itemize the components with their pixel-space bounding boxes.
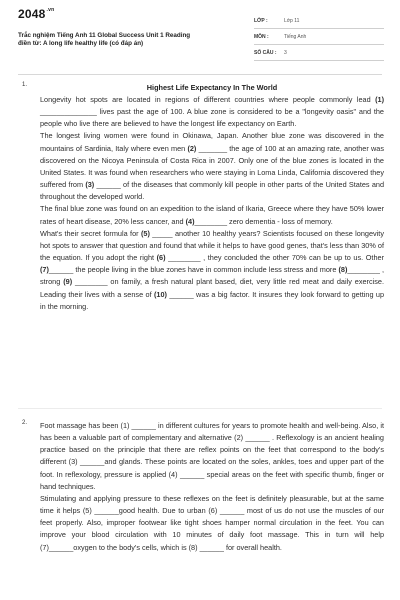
blank-number: (9): [63, 277, 73, 287]
meta-label-grade: LỚP :: [254, 17, 268, 24]
quiz-meta: [254, 13, 384, 61]
passage-paragraph: Foot massage has been (1) ______ in different cultures for years to promote health and well-being. Also, it has been a valuable part of complementary and alternative (2) ______ . Reflexology is an ancient healing practice based on the principle that there are reflex points on the feet that correspond to the body's different (3) ______and glands. These points are located on the soles, ankles, toes and upper part of the foot. In reflexology, pressure is applied (4) ______ special areas on the feet with specific thumb, finger or hand techniques.: [40, 421, 384, 491]
blank-number: (2): [187, 143, 197, 153]
meta-label-subject: MÔN :: [254, 33, 269, 40]
page-header: [0, 0, 400, 64]
passage-paragraph: The longest living women were found in Okinawa, Japan. Another blue zone was discovered in the mountains of Sardinia, Italy where even men (2) _______ the age of 100 at an amazing rate, another was discovered on the Nicoya Peninsula of Costa Rica in 2007. Only one of the blue zones is located in the United States. It was found when researchers who were staying in Loma Linda, California discovered they suffered from (3) ______ of the diseases that commonly kill people in other parts of the United States and throughout the developed world.: [40, 131, 384, 202]
blank-number: (7): [40, 265, 49, 275]
meta-label-count: SỐ CÂU :: [254, 49, 277, 56]
logo-text: 2048: [18, 7, 46, 21]
question-2: [18, 420, 384, 554]
passage-title: Highest Life Expectancy In The World: [146, 83, 278, 92]
site-logo[interactable]: [18, 7, 54, 21]
question-number: 2.: [22, 420, 28, 426]
meta-row-count: [254, 45, 384, 61]
meta-row-grade: [254, 13, 384, 29]
blank-number: (6): [156, 253, 166, 263]
passage-paragraph: Longevity hot spots are located in regions of different countries where people commonly lead (1) ______________ lives past the age of 100. A blue zone is considered to be a "longevity oasis" and the people who live there are believed to have the longest life expectancy on Earth.: [40, 95, 384, 129]
blank-number: (1): [375, 95, 384, 104]
meta-row-subject: [254, 29, 384, 45]
header-divider: [18, 74, 382, 75]
blank-number: (10): [153, 289, 167, 299]
page-title-line-1: Trắc nghiệm Tiếng Anh 11 Global Success Unit 1 Reading: [18, 32, 191, 39]
page-title: [18, 32, 243, 48]
blank-number: (5): [140, 228, 150, 238]
passage-paragraph: The final blue zone was found on an expedition to the island of Ikaria, Greece where they have 50% lower rates of heart disease, 20% less cancer, and (4)________ zero dementia - loss of memory.: [40, 204, 384, 226]
passage-paragraph: Stimulating and applying pressure to these reflexes on the feet is definitely pleasurable, but at the same time it helps (5) ______good health. Due to urban (6) ______ most of us do not use the muscles of our feet properly. Also, improper footwear like tight shoes hamper normal circulation in the feet. You can improve your blood circulation with 10 minutes of daily foot massage. This in turn will help (7)______oxygen to the body's cells, which is (8) ______ for overall health.: [40, 493, 384, 552]
question-body: [40, 82, 384, 313]
question-number: 1.: [22, 82, 28, 88]
meta-value-grade: Lớp 11: [284, 17, 300, 24]
passage-paragraph: What's their secret formula for (5) _____ another 10 healthy years? Scientists focused on these longevity hot spots to answer that question and found that while it helps to have good genes, that's less than 30% of the equation. If you adopt the right (6) ________ , they concluded the other 70% can be up to us. Other (7)______ the people living in the blue zones have in common include less stress and more (8)________ , strong (9) ________ on family, a fresh natural plant based, diet, very little red meat and daily exercise. Leading their lives with a sense of (10) ______ was a big factor. It insures they look forward to getting up in the morning.: [40, 228, 384, 311]
meta-value-count: 3: [284, 49, 287, 56]
question-body: [40, 420, 384, 554]
logo-suffix: .vn: [46, 7, 55, 13]
blank-number: (3): [85, 180, 95, 190]
blank-number: (4): [185, 216, 195, 226]
meta-value-subject: Tiếng Anh: [284, 33, 307, 40]
question-1: [18, 82, 384, 313]
page-title-line-2: điền từ: A long life healthy life (có đáp án): [18, 40, 144, 47]
blank-number: (8): [338, 265, 348, 275]
question-divider: [18, 408, 382, 409]
